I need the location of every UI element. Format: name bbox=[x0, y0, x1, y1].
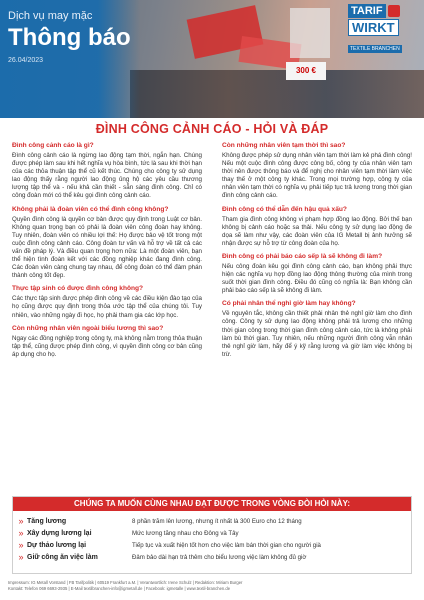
footer-line: Kontakt: Telefon 069 6693-2935 | E-Mail textilbranchen-info@igmetall.de | Facebook: igmetalle | www.textil-branchen.de bbox=[8, 585, 231, 591]
ig-metall-icon bbox=[388, 5, 400, 17]
demand-item bbox=[15, 551, 411, 563]
answer: Nếu công đoàn kêu gọi đình công cảnh cáo, bạn không phải thực hiện các nghĩa vụ hợp đồng lao động thông thường của mình trong suốt thời gian đình công. Điều đó cũng có nghĩa là: Bạn không cần phải báo cáo sếp là sẽ không đi làm. bbox=[222, 262, 412, 295]
header-kicker: Dịch vụ may mặc bbox=[8, 10, 93, 22]
demand-label: Xây dựng lương lại bbox=[27, 529, 92, 537]
demand-list bbox=[13, 511, 411, 563]
demand-item bbox=[15, 539, 411, 551]
white-sign bbox=[290, 8, 330, 58]
chevron-right-icon: » bbox=[18, 516, 24, 526]
footer-imprint bbox=[8, 580, 418, 591]
question: Đình công có phải báo cáo sếp là sẽ không đi làm? bbox=[222, 252, 383, 260]
answer: Quyền đình công là quyền cơ bản được quy định trong Luật cơ bản. Không quan trọng bạn có phải là đoàn viên công đoàn hay không. Tuy nhiên, đoàn viên có nhiều lợi thế: Họ được bảo vệ tốt trong một cuộc đình công cảnh cáo. Công đoàn tư vấn và hỗ trợ về tất cả các vấn đề pháp lý. Và điều quan trọng hơn nữa: Là một đoàn viên, bạn thể hiện tình đoàn kết với các đồng nghiệp khác đang đình công. Các đoàn viên càng chung tay nhau, để công đoàn có thể đàm phán thành công tốt đẹp. bbox=[12, 215, 202, 280]
demand-desc: Đảm bảo dài hạn trả thêm cho biểu lương việc làm không đủ giờ bbox=[132, 553, 307, 561]
left-column bbox=[12, 142, 202, 364]
demand-desc: Tiếp tục và xuất hiện tốt hơn cho việc làm bán thời gian cho người già bbox=[132, 541, 321, 549]
demand-label: Dự thảo lương lại bbox=[27, 541, 87, 549]
answer: Đình công cảnh cáo là ngừng lao động tạm thời, ngắn hạn. Chúng được phép làm sau khi hết nghĩa vụ hòa bình, tức là sau khi thời hạn của các thỏa thuận tập thể cũ kết thúc. Chúng cho công ty sử dụng lao động thấy rằng người lao động ủng hộ các yêu cầu thương lượng tập thể và - nếu khả cần thiết - sẵn sàng đình công. Chỉ có công đoàn mới có thể kêu gọi đình công cảnh cáo. bbox=[12, 152, 202, 200]
demand-label: Giữ công ăn việc làm bbox=[27, 553, 98, 561]
tarif-wirkt-logo bbox=[348, 4, 420, 52]
answer: Về nguyên tắc, không cần thiết phải nhân thẻ nghỉ giờ làm cho đình công. Công ty sử dụng lao động không phải trả lương cho những thời gian công trong thời gian đình công cảnh cáo, tức là không phải làm bù thời gian. Tuy nhiên, nếu những người đình công vẫn nhân thẻ nghỉ giờ làm, hãy để ý kỹ rằng lương và giờ làm việc không bị trừ. bbox=[222, 310, 412, 358]
answer: Các thực tập sinh được phép đình công về các điều kiện đào tạo của họ cũng được quy định trong thỏa ước tập thể của chúng tôi. Tuy nhiên, vào những ngày đi học, họ phải tham gia các lớp học. bbox=[12, 295, 202, 319]
chevron-right-icon: » bbox=[18, 552, 24, 562]
title-panel bbox=[0, 0, 140, 118]
footer-line: Impressum: IG Metall Vorstand | FB Tarifpolitik | 60519 Frankfurt a.M. | Verantwortlich: Irene Schulz | Redaktion: Miriam Burger bbox=[8, 580, 243, 585]
question: Có phải nhân thể nghỉ giờ làm hay không? bbox=[222, 300, 356, 308]
question: Còn những nhân viên tạm thời thì sao? bbox=[222, 142, 346, 149]
question: Không phải là đoàn viên có thể đình công không? bbox=[12, 205, 169, 213]
logo-wirkt: WIRKT bbox=[348, 19, 399, 36]
demand-item bbox=[15, 527, 411, 539]
header-banner bbox=[0, 0, 424, 118]
question: Còn những nhân viên ngoài biểu lương thì sao? bbox=[12, 324, 164, 332]
photo-sign: 300 € bbox=[286, 62, 326, 80]
chevron-right-icon: » bbox=[18, 540, 24, 550]
question: Đình công có thể dẫn đến hậu quả xấu? bbox=[222, 205, 347, 213]
header-title: Thông báo bbox=[8, 24, 131, 51]
answer: Không được phép sử dụng nhân viên tạm thời làm kẻ phá đình công! Nếu một cuộc đình công được công bố, công ty của nhân viên tạm thời nên được thông báo và để nghị cho nhân viên tạm thời làm việc thay thế ở một công ty khác. Trong mọi trường hợp, công ty của nhân viên tạm thời có nghĩa vụ phải tiếp tục trả lương trong thời gian đình công cảnh cáo. bbox=[222, 152, 412, 200]
demand-item bbox=[15, 515, 411, 527]
question: Đình công cảnh cáo là gì? bbox=[12, 142, 94, 149]
crowd bbox=[130, 70, 424, 118]
logo-tarif: TARIF bbox=[348, 4, 386, 18]
chevron-right-icon: » bbox=[18, 528, 24, 538]
main-title: ĐÌNH CÔNG CẢNH CÁO - HỎI VÀ ĐÁP bbox=[95, 122, 329, 136]
right-column bbox=[222, 142, 412, 364]
demand-desc: 8 phần trăm lên lương, nhưng ít nhất là 300 Euro cho 12 tháng bbox=[132, 517, 302, 525]
question: Thực tập sinh có được đình công không? bbox=[12, 285, 144, 293]
logo-textile: TEXTILE BRANCHEN bbox=[350, 46, 400, 52]
answer: Tham gia đình công không vi phạm hợp đồng lao động. Bởi thế bạn không bị cảnh cáo hoặc sa thải. Nếu công ty sử dụng lao động đe dọa sẽ làm như vậy, các đoàn viên của IG Metall bị ảnh hưởng sẽ nhận được sự hỗ trợ từ công đoàn của họ. bbox=[222, 215, 412, 247]
header-date: 26.04/2023 bbox=[8, 57, 44, 64]
demand-label: Tăng lương bbox=[27, 517, 67, 525]
callout-title: CHÚNG TA MUỐN CÙNG NHAU ĐẠT ĐƯỢC TRONG VÒNG ĐÒI HỎI NÀY: bbox=[13, 497, 411, 511]
demands-callout bbox=[12, 496, 412, 574]
demand-desc: Mức lương tăng nhau cho Đông và Tây bbox=[132, 529, 239, 537]
answer: Ngay các đồng nghiệp trong công ty, mà không nằm trong thỏa thuận tập thể, cũng được phép đình công, vì quyền đình công cơ bản cũng áp dụng cho họ. bbox=[12, 334, 202, 358]
